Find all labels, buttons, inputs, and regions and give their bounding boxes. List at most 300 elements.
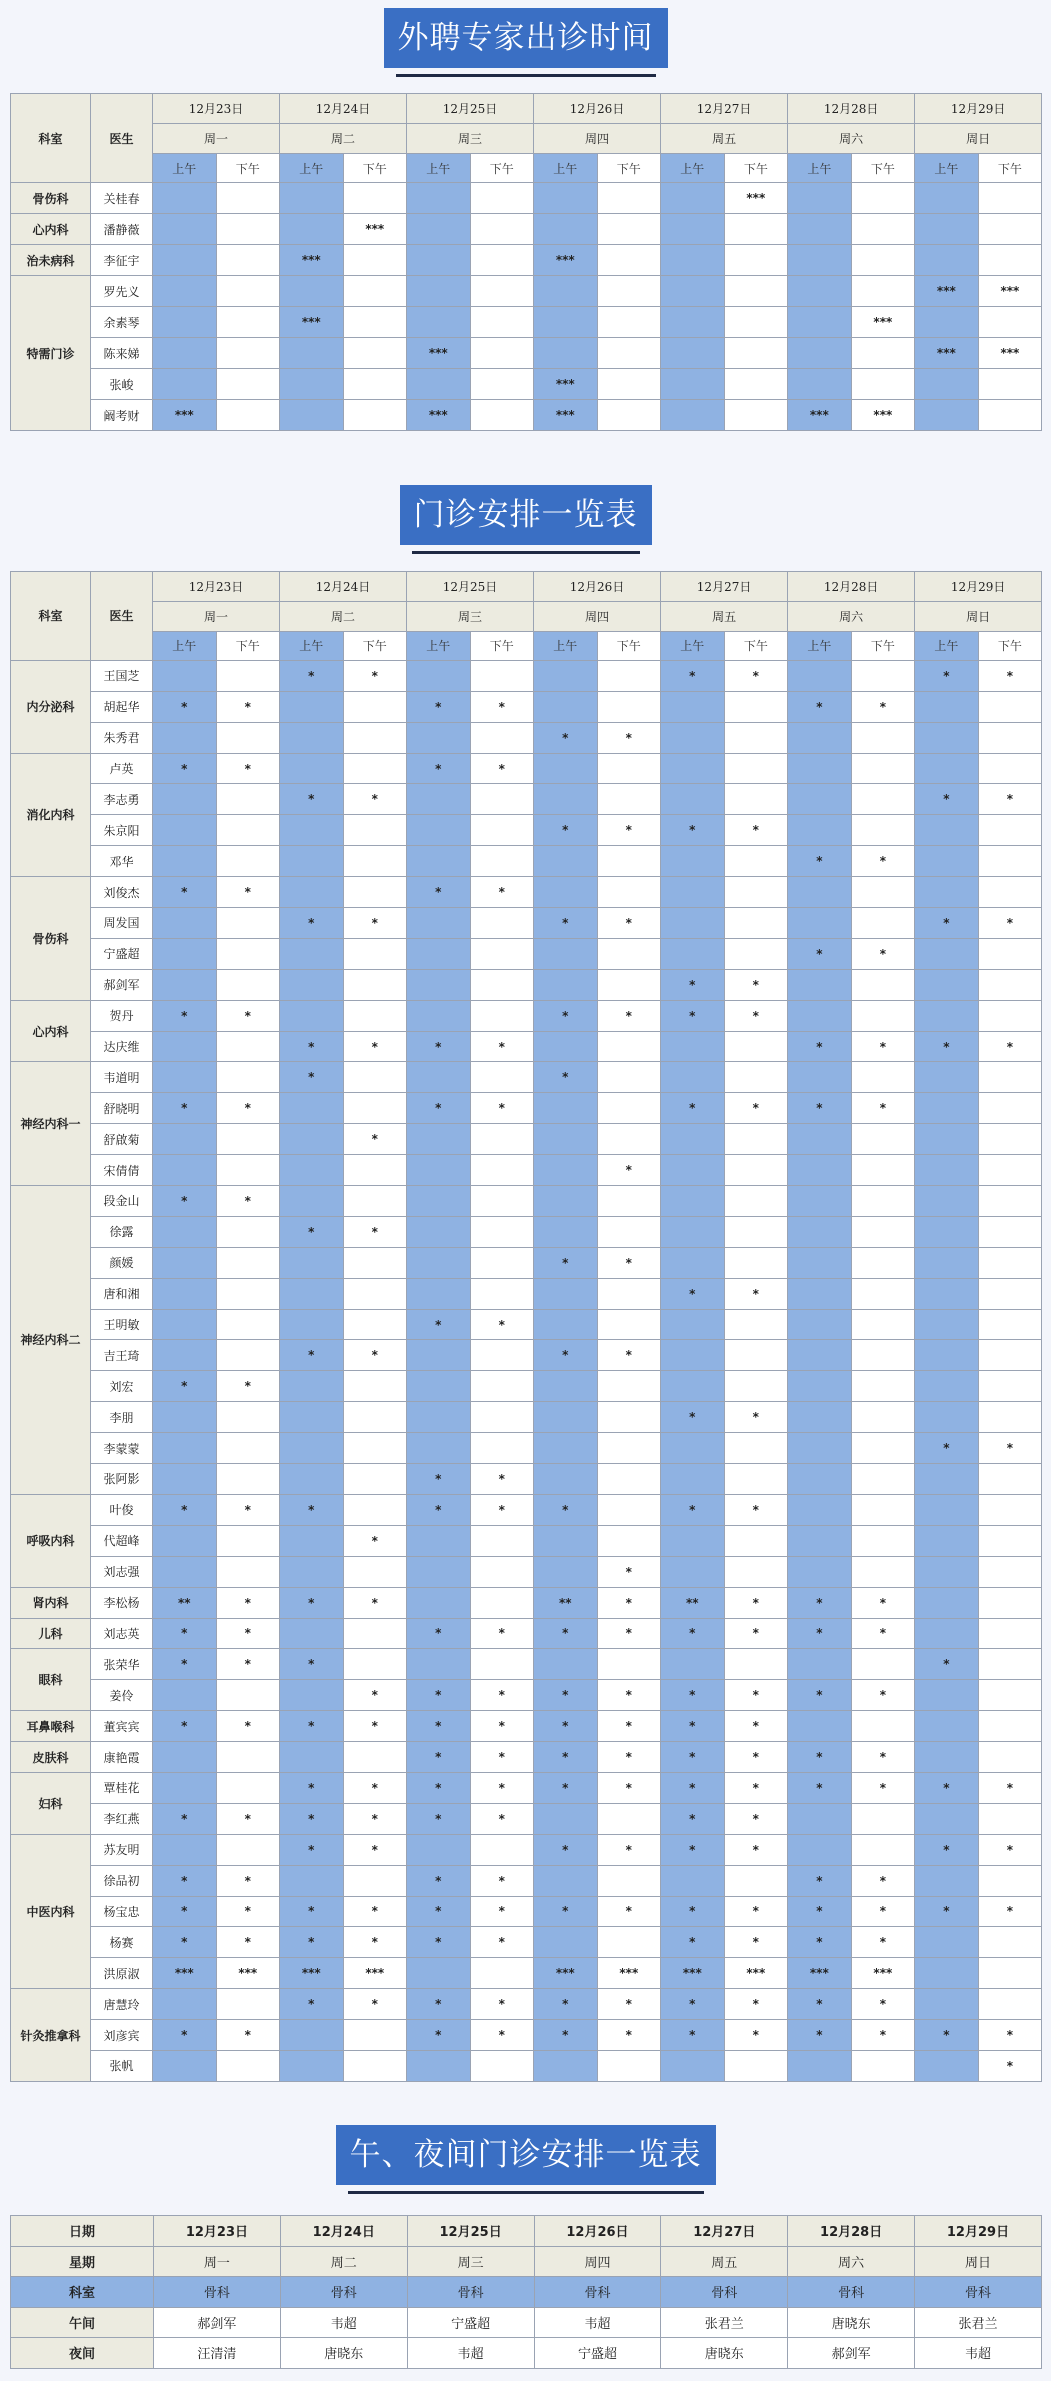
schedule-cell (407, 1433, 471, 1464)
schedule-cell (661, 938, 725, 969)
schedule-mark: * (788, 938, 852, 969)
schedule-cell (788, 1216, 852, 1247)
schedule-mark: * (343, 660, 407, 691)
am-header: 上午 (661, 154, 725, 183)
schedule-cell (407, 1371, 471, 1402)
schedule-cell (978, 1186, 1042, 1217)
schedule-cell (978, 1464, 1042, 1495)
schedule-mark: *** (534, 1958, 598, 1989)
schedule-cell (978, 1000, 1042, 1031)
schedule-cell (343, 938, 407, 969)
schedule-cell (534, 938, 598, 969)
am-header: 上午 (407, 154, 471, 183)
table-row (11, 245, 1042, 276)
schedule-mark: * (915, 908, 979, 939)
table-row (11, 1927, 1042, 1958)
schedule-mark: * (153, 1649, 217, 1680)
schedule-cell (851, 1247, 915, 1278)
schedule-cell (915, 1093, 979, 1124)
schedule-cell (216, 183, 280, 214)
schedule-mark: * (534, 1000, 598, 1031)
doctor-name: 潘静薇 (91, 214, 153, 245)
doctor-name: 吉王琦 (91, 1340, 153, 1371)
schedule-cell (534, 338, 598, 369)
schedule-mark: * (534, 1247, 598, 1278)
schedule-mark: * (407, 1494, 471, 1525)
schedule-mark: * (534, 1772, 598, 1803)
schedule-cell (153, 1278, 217, 1309)
noon-cell: 张君兰 (661, 2307, 788, 2338)
schedule-mark: * (216, 1371, 280, 1402)
schedule-cell (597, 753, 661, 784)
dept-cell: 骨科 (407, 2277, 534, 2308)
schedule-cell (534, 691, 598, 722)
schedule-mark: * (216, 1896, 280, 1927)
schedule-cell (470, 815, 534, 846)
schedule-cell (153, 815, 217, 846)
schedule-mark: *** (407, 400, 471, 431)
schedule-mark: * (788, 846, 852, 877)
table-row (11, 1803, 1042, 1834)
schedule-mark: * (724, 1834, 788, 1865)
schedule-mark: * (788, 1031, 852, 1062)
pm-header: 下午 (851, 632, 915, 661)
schedule-cell (343, 877, 407, 908)
date-cell: 12月25日 (407, 2216, 534, 2247)
schedule-cell (343, 1309, 407, 1340)
schedule-mark: * (597, 1896, 661, 1927)
schedule-cell (534, 753, 598, 784)
schedule-cell (343, 815, 407, 846)
table-row (11, 1834, 1042, 1865)
schedule-cell (915, 1216, 979, 1247)
dept-label: 科室 (11, 2277, 154, 2308)
section3-title: 午、夜间门诊安排一览表 (336, 2125, 716, 2185)
schedule-cell (851, 214, 915, 245)
schedule-cell (534, 1433, 598, 1464)
schedule-cell (407, 938, 471, 969)
schedule-cell (470, 369, 534, 400)
schedule-cell (661, 183, 725, 214)
schedule-cell (216, 784, 280, 815)
schedule-mark: *** (407, 338, 471, 369)
schedule-cell (153, 1525, 217, 1556)
date-header: 12月28日 (788, 572, 915, 602)
schedule-mark: *** (280, 245, 344, 276)
schedule-mark: * (534, 908, 598, 939)
table-row (11, 1618, 1042, 1649)
schedule-mark: * (851, 691, 915, 722)
schedule-cell (470, 276, 534, 307)
schedule-cell (597, 1865, 661, 1896)
schedule-mark: * (534, 1494, 598, 1525)
table-row (11, 1865, 1042, 1896)
schedule-cell (153, 1402, 217, 1433)
schedule-cell (280, 183, 344, 214)
pm-header: 下午 (724, 632, 788, 661)
schedule-cell (343, 1247, 407, 1278)
noon-label: 午间 (11, 2307, 154, 2338)
schedule-cell (280, 877, 344, 908)
table-row (11, 815, 1042, 846)
dept-cell: 特需门诊 (11, 276, 91, 431)
schedule-mark: * (851, 1618, 915, 1649)
schedule-cell (343, 1433, 407, 1464)
schedule-mark: *** (280, 307, 344, 338)
schedule-cell (661, 307, 725, 338)
schedule-mark: * (153, 2020, 217, 2051)
table-row (11, 338, 1042, 369)
schedule-cell (661, 276, 725, 307)
schedule-mark: * (407, 1618, 471, 1649)
schedule-cell (470, 1402, 534, 1433)
schedule-cell (724, 1433, 788, 1464)
pm-header: 下午 (343, 154, 407, 183)
schedule-cell (724, 245, 788, 276)
schedule-mark: * (343, 1216, 407, 1247)
schedule-cell (661, 214, 725, 245)
schedule-cell (724, 400, 788, 431)
schedule-cell (470, 1371, 534, 1402)
table-row (11, 1742, 1042, 1773)
schedule-cell (851, 245, 915, 276)
schedule-cell (534, 1927, 598, 1958)
schedule-cell (915, 1958, 979, 1989)
dept-cell: 耳鼻喉科 (11, 1711, 91, 1742)
header-row-weekdays (11, 602, 1042, 632)
schedule-mark: * (280, 784, 344, 815)
schedule-cell (470, 722, 534, 753)
pm-header: 下午 (216, 632, 280, 661)
schedule-cell (788, 660, 852, 691)
schedule-cell (915, 1062, 979, 1093)
schedule-cell (851, 1309, 915, 1340)
schedule-cell (343, 969, 407, 1000)
table-row (11, 1031, 1042, 1062)
schedule-cell (153, 1556, 217, 1587)
schedule-mark: * (788, 1587, 852, 1618)
schedule-cell (788, 183, 852, 214)
table-row (11, 938, 1042, 969)
schedule-cell (470, 1216, 534, 1247)
schedule-mark: * (851, 2020, 915, 2051)
schedule-mark: * (470, 1309, 534, 1340)
schedule-cell (661, 2050, 725, 2081)
dept-cell: 皮肤科 (11, 1742, 91, 1773)
schedule-mark: * (343, 1124, 407, 1155)
schedule-cell (280, 753, 344, 784)
schedule-cell (851, 1278, 915, 1309)
schedule-cell (597, 1124, 661, 1155)
schedule-mark: * (216, 1093, 280, 1124)
doctor-name: 覃桂花 (91, 1772, 153, 1803)
schedule-cell (216, 276, 280, 307)
header-row-ampm (11, 154, 1042, 183)
schedule-cell (153, 938, 217, 969)
schedule-mark: * (280, 1896, 344, 1927)
schedule-cell (597, 1649, 661, 1680)
schedule-mark: * (153, 1896, 217, 1927)
schedule-cell (407, 2050, 471, 2081)
schedule-cell (470, 1556, 534, 1587)
schedule-cell (280, 1093, 344, 1124)
schedule-cell (851, 753, 915, 784)
schedule-mark: * (724, 1093, 788, 1124)
schedule-cell (915, 1340, 979, 1371)
schedule-cell (470, 1247, 534, 1278)
schedule-cell (153, 1124, 217, 1155)
weekday-header: 周三 (407, 602, 534, 632)
schedule-mark: * (597, 1742, 661, 1773)
schedule-cell (470, 1340, 534, 1371)
schedule-cell (915, 1525, 979, 1556)
schedule-cell (597, 1062, 661, 1093)
schedule-cell (851, 1556, 915, 1587)
schedule-mark: * (597, 815, 661, 846)
schedule-cell (978, 1247, 1042, 1278)
schedule-cell (216, 846, 280, 877)
night-cell: 郝剑军 (788, 2338, 915, 2369)
schedule-cell (788, 1464, 852, 1495)
doctor-name: 叶俊 (91, 1494, 153, 1525)
schedule-cell (153, 338, 217, 369)
pm-header: 下午 (978, 154, 1042, 183)
schedule-cell (470, 214, 534, 245)
schedule-mark: * (470, 1494, 534, 1525)
date-row (11, 2216, 1042, 2247)
table-row (11, 1433, 1042, 1464)
schedule-cell (724, 908, 788, 939)
schedule-cell (915, 1309, 979, 1340)
schedule-cell (851, 1340, 915, 1371)
schedule-cell (216, 722, 280, 753)
schedule-cell (915, 1494, 979, 1525)
schedule-cell (153, 307, 217, 338)
schedule-cell (153, 1340, 217, 1371)
schedule-cell (407, 1247, 471, 1278)
noon-cell: 唐晓东 (788, 2307, 915, 2338)
schedule-cell (534, 877, 598, 908)
schedule-cell (788, 1124, 852, 1155)
dept-cell: 肾内科 (11, 1587, 91, 1618)
schedule-cell (978, 938, 1042, 969)
table-row (11, 1216, 1042, 1247)
schedule-mark: *** (788, 1958, 852, 1989)
table-row (11, 214, 1042, 245)
schedule-mark: * (407, 1803, 471, 1834)
schedule-cell (915, 183, 979, 214)
schedule-cell (407, 1556, 471, 1587)
dept-header: 科室 (11, 94, 91, 183)
schedule-cell (470, 307, 534, 338)
schedule-mark: * (724, 969, 788, 1000)
schedule-cell (788, 1186, 852, 1217)
schedule-cell (788, 1340, 852, 1371)
schedule-cell (915, 877, 979, 908)
schedule-mark: * (407, 1896, 471, 1927)
date-cell: 12月26日 (534, 2216, 661, 2247)
night-cell: 韦超 (915, 2338, 1042, 2369)
schedule-cell (851, 1834, 915, 1865)
schedule-cell (534, 1124, 598, 1155)
schedule-cell (216, 908, 280, 939)
schedule-cell (343, 846, 407, 877)
schedule-mark: * (978, 1896, 1042, 1927)
schedule-cell (597, 969, 661, 1000)
doctor-name: 李征宇 (91, 245, 153, 276)
schedule-mark: * (597, 1680, 661, 1711)
schedule-mark: * (470, 753, 534, 784)
date-header: 12月25日 (407, 94, 534, 124)
schedule-mark: * (661, 1711, 725, 1742)
weekday-header: 周五 (661, 602, 788, 632)
schedule-cell (978, 1216, 1042, 1247)
am-header: 上午 (915, 154, 979, 183)
doctor-name: 卢英 (91, 753, 153, 784)
doctor-name: 邓华 (91, 846, 153, 877)
schedule-mark: * (470, 1803, 534, 1834)
schedule-mark: *** (280, 1958, 344, 1989)
schedule-mark: * (788, 1680, 852, 1711)
weekday-header: 周三 (407, 124, 534, 154)
doctor-name: 唐和湘 (91, 1278, 153, 1309)
schedule-cell (915, 1927, 979, 1958)
schedule-cell (724, 276, 788, 307)
schedule-cell (724, 1216, 788, 1247)
schedule-mark: * (407, 1093, 471, 1124)
weekday-header: 周二 (280, 124, 407, 154)
pm-header: 下午 (851, 154, 915, 183)
schedule-mark: * (407, 1309, 471, 1340)
table-row (11, 1155, 1042, 1186)
schedule-mark: * (724, 660, 788, 691)
schedule-cell (597, 2050, 661, 2081)
schedule-cell (343, 1186, 407, 1217)
dept-cell: 骨科 (534, 2277, 661, 2308)
schedule-mark: * (978, 660, 1042, 691)
schedule-cell (597, 276, 661, 307)
doctor-name: 宋倩倩 (91, 1155, 153, 1186)
schedule-cell (978, 1062, 1042, 1093)
schedule-cell (343, 1618, 407, 1649)
schedule-mark: * (915, 1649, 979, 1680)
doctor-name: 董宾宾 (91, 1711, 153, 1742)
doctor-name: 徐品初 (91, 1865, 153, 1896)
schedule-cell (661, 1062, 725, 1093)
schedule-cell (978, 1155, 1042, 1186)
schedule-mark: * (470, 1927, 534, 1958)
schedule-mark: * (724, 1587, 788, 1618)
doctor-name: 李蒙蒙 (91, 1433, 153, 1464)
schedule-cell (534, 660, 598, 691)
schedule-cell (915, 1803, 979, 1834)
schedule-cell (661, 400, 725, 431)
table-row (11, 660, 1042, 691)
doctor-name: 张帆 (91, 2050, 153, 2081)
schedule-cell (153, 1155, 217, 1186)
schedule-cell (407, 183, 471, 214)
schedule-cell (851, 369, 915, 400)
dept-cell: 骨科 (915, 2277, 1042, 2308)
schedule-cell (661, 1433, 725, 1464)
schedule-mark: * (851, 1989, 915, 2020)
schedule-cell (915, 1464, 979, 1495)
schedule-mark: * (851, 1927, 915, 1958)
date-cell: 12月24日 (280, 2216, 407, 2247)
schedule-cell (851, 722, 915, 753)
expert-schedule-table (10, 93, 1042, 431)
schedule-mark: * (343, 1896, 407, 1927)
schedule-mark: * (661, 1000, 725, 1031)
schedule-mark: *** (788, 400, 852, 431)
schedule-cell (788, 1247, 852, 1278)
schedule-cell (724, 338, 788, 369)
schedule-cell (470, 1278, 534, 1309)
schedule-mark: * (470, 1865, 534, 1896)
doctor-name: 阚考财 (91, 400, 153, 431)
schedule-mark: * (216, 1186, 280, 1217)
schedule-cell (851, 908, 915, 939)
schedule-cell (216, 307, 280, 338)
schedule-cell (978, 1402, 1042, 1433)
doctor-header: 医生 (91, 94, 153, 183)
pm-header: 下午 (724, 154, 788, 183)
schedule-cell (661, 877, 725, 908)
doctor-name: 杨宝忠 (91, 1896, 153, 1927)
noon-row (11, 2307, 1042, 2338)
weekday-header: 周一 (153, 602, 280, 632)
schedule-mark: * (343, 784, 407, 815)
schedule-cell (724, 846, 788, 877)
schedule-cell (597, 691, 661, 722)
am-header: 上午 (153, 154, 217, 183)
schedule-mark: * (661, 1093, 725, 1124)
doctor-name: 刘志强 (91, 1556, 153, 1587)
schedule-cell (534, 1155, 598, 1186)
doctor-name: 张峻 (91, 369, 153, 400)
schedule-mark: * (661, 815, 725, 846)
schedule-mark: * (661, 1772, 725, 1803)
schedule-mark: * (216, 691, 280, 722)
schedule-cell (724, 1525, 788, 1556)
schedule-mark: * (343, 908, 407, 939)
schedule-cell (915, 1124, 979, 1155)
schedule-cell (407, 969, 471, 1000)
schedule-mark: * (597, 1587, 661, 1618)
schedule-cell (851, 1000, 915, 1031)
section1-title: 外聘专家出诊时间 (384, 8, 668, 68)
schedule-cell (788, 753, 852, 784)
schedule-mark: * (851, 1587, 915, 1618)
schedule-mark: * (597, 908, 661, 939)
schedule-cell (978, 1371, 1042, 1402)
doctor-name: 唐慧玲 (91, 1989, 153, 2020)
dept-cell: 骨伤科 (11, 877, 91, 1001)
schedule-cell (534, 276, 598, 307)
schedule-mark: * (724, 1772, 788, 1803)
schedule-mark: * (597, 1247, 661, 1278)
schedule-mark: * (534, 1896, 598, 1927)
schedule-mark: * (407, 1464, 471, 1495)
table-row (11, 276, 1042, 307)
schedule-mark: * (534, 1618, 598, 1649)
schedule-cell (407, 1155, 471, 1186)
schedule-mark: * (280, 1340, 344, 1371)
schedule-cell (343, 753, 407, 784)
date-header: 12月23日 (153, 94, 280, 124)
schedule-cell (851, 1803, 915, 1834)
schedule-cell (216, 1155, 280, 1186)
